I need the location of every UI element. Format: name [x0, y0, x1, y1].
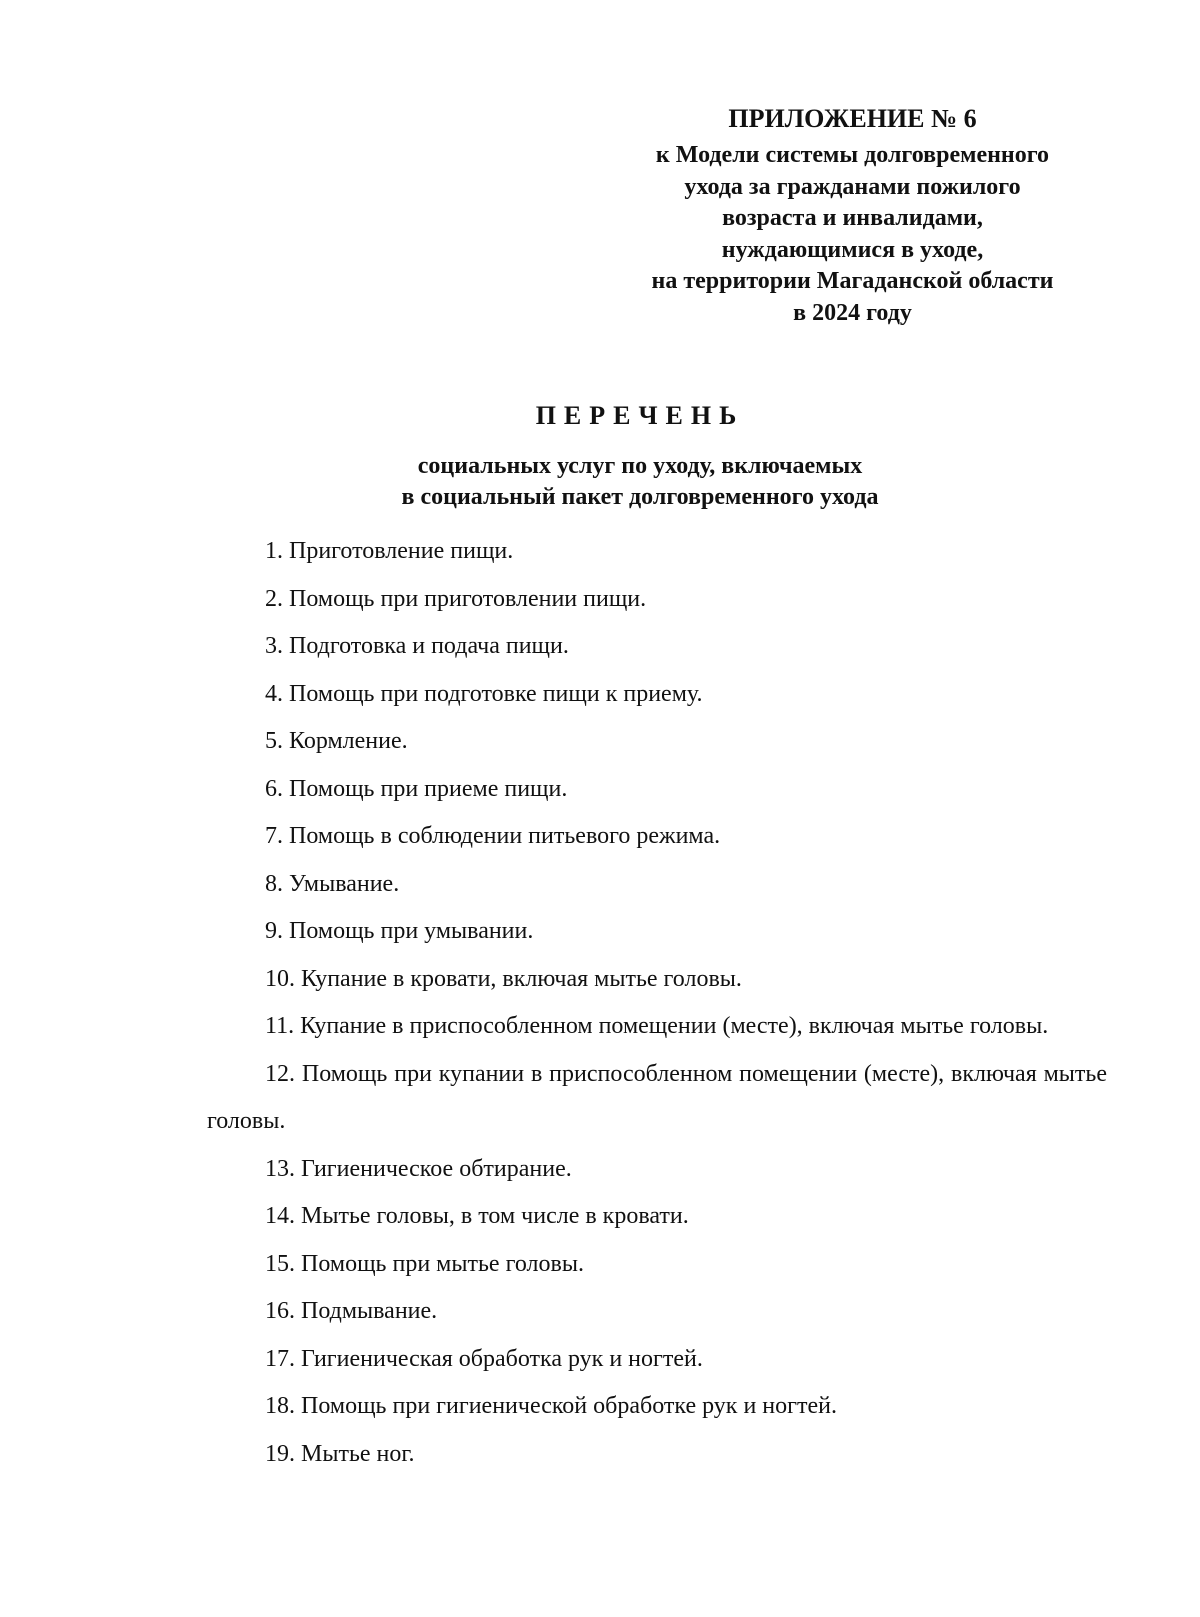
appendix-heading: ПРИЛОЖЕНИЕ № 6: [728, 104, 977, 133]
list-item: 16. Подмывание.: [265, 1298, 438, 1324]
services-list: [207, 528, 1107, 1478]
appendix-line: нуждающимися в уходе,: [721, 236, 984, 263]
list-item: 1. Приготовление пищи.: [265, 538, 514, 564]
list-item: 15. Помощь при мытье головы.: [265, 1250, 584, 1277]
list-item: 4. Помощь при подготовке пищи к приему.: [265, 680, 703, 707]
appendix-line: в 2024 году: [793, 299, 912, 326]
appendix-line: ухода за гражданами пожилого: [684, 173, 1021, 200]
appendix-line: возраста и инвалидами,: [722, 205, 983, 231]
list-item: 18. Помощь при гигиенической обработке рук и ногтей.: [265, 1393, 837, 1419]
appendix-line: к Модели системы долговременного: [655, 142, 1050, 168]
document-subtitle-line: социальных услуг по уходу, включаемых: [417, 453, 863, 479]
list-item: 2. Помощь при приготовлении пищи.: [265, 585, 647, 612]
list-item: 6. Помощь при приеме пищи.: [265, 775, 568, 802]
appendix-header: [600, 100, 1105, 329]
appendix-line: на территории Магаданской области: [651, 268, 1054, 294]
list-item: 5. Кормление.: [265, 728, 408, 754]
document-title-block: [0, 398, 1200, 513]
list-item: 12. Помощь при купании в приспособленном помещении (месте), включая мытье головы.: [207, 1060, 1107, 1134]
list-item: 9. Помощь при умывании.: [265, 918, 534, 944]
document-subtitle-line: в социальный пакет долговременного ухода: [401, 484, 879, 510]
list-item: 13. Гигиеническое обтирание.: [265, 1155, 572, 1182]
list-item: 19. Мытье ног.: [265, 1440, 415, 1467]
list-item: 14. Мытье головы, в том числе в кровати.: [265, 1203, 689, 1229]
list-item: 17. Гигиеническая обработка рук и ногтей.: [265, 1345, 703, 1372]
list-item: 3. Подготовка и подача пищи.: [265, 633, 569, 659]
list-item: 8. Умывание.: [265, 870, 400, 897]
document-title: ПЕРЕЧЕНЬ: [535, 401, 745, 430]
list-item: 7. Помощь в соблюдении питьевого режима.: [265, 823, 721, 849]
list-item: 10. Купание в кровати, включая мытье головы.: [265, 965, 742, 992]
list-item: 11. Купание в приспособленном помещении (месте), включая мытье головы.: [265, 1013, 1049, 1039]
